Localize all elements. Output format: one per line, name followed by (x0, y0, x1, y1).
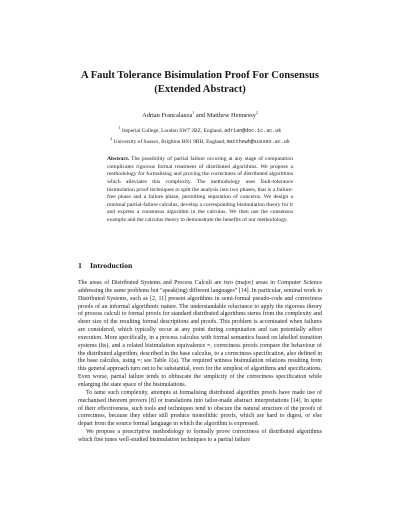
abstract-heading: Abstract. (107, 156, 130, 162)
section-number: 1 (78, 261, 82, 270)
section-title: Introduction (90, 261, 133, 270)
title-line-1: A Fault Tolerance Bisimulation Proof For Consensus (81, 70, 319, 81)
author-1: Adrian Francalanza (142, 112, 193, 120)
affiliation-1 (40, 124, 360, 135)
affiliation-2 (40, 135, 360, 146)
affiliations (40, 124, 360, 147)
paragraph-2: To tame such complexity, attempts at formalising distributed algorithm proofs have made use of mechanised theorem provers [8] or translations into tailor-made abstract interpretations [14]. In spite of their effectiveness, such tools and techniques tend to obscure the natural structure of the proofs of correctness, because they either still produce monolithic proofs, which are hard to digest, or else depart from the source formal language in which the algorithm is expressed. (78, 389, 322, 428)
affiliation-1-email: adrian@doc.ic.ac.uk (224, 127, 282, 134)
author-2-affil-mark: 2 (255, 110, 258, 115)
affiliation-2-mark: 2 (110, 136, 113, 142)
paragraph-3: We propose a prescriptive methodology to formally prove correctness of distributed algorithms which fine tunes well-studied bisimulation techniques to a partial failure (78, 429, 322, 443)
paper-title (40, 69, 360, 96)
title-line-2: (Extended Abstract) (154, 83, 246, 95)
author-list (40, 109, 360, 120)
paragraph-1: The areas of Distributed Systems and Process Calculi are two (major) areas in Computer Science addressing the same problems but "speak(ing) different languages" [14]. In particular, seminal work in Distributed Systems, such as [2, 11] present algorithms in semi-formal pseudo-code and correctness proofs of an informal algorithmic nature. The understandable reluctance to apply the rigorous theory of process calculi to formal proofs for standard distributed algorithms stems from the complexity and sheer size of the resulting formal descriptions and proofs. This problem is accentuated when failures are considered, which typically occur at any point during computation and can potentially affect execution. More specifically, in a process calculus with formal semantics based on labelled transition systems (lts), and a related bisimulation equivalence ≈, correctness proofs compare the behaviour of the distributed algorithm, described in the base calculus, to a correctness specification, also defined in the base calculus, using ≈; see Table 1(a). The required witness bisimulation relations resulting from this general approach turn out to be substantial, even for the simplest of algorithms and specifications. Even worse, partial failure tends to obfuscate the simplicity of the correctness specification while enlarging the state space of the bisimulations. (78, 280, 322, 388)
affiliation-2-text: University of Sussex, Brighton BN1 9RH, England, (113, 139, 227, 146)
abstract-text: The possibility of partial failure occuring at any stage of computation complicates rigorous formal treatment of distributed algorithms. We propose a methodology for formalising and proving the correctness of distributed algorithms which alleviates this complexity. The methodology uses fault-tolerance bisimulation proof techniques to split the analysis into two phases, that is a failure-free phase and a failure phase, permitting separation of concerns. We design a minimal partial-failure calculus, develop a corresponding bisimulation theory for it and express a consensus algorithm in the calculus. We then use the consensus example and the calculus theory to demonstrate the benefits of our methodology. (107, 156, 293, 223)
affiliation-2-email: matthewh@sussex.ac.uk (226, 139, 290, 146)
affiliation-1-text: Imperial College, London SW7 2BZ, England, (122, 127, 225, 134)
section-body (78, 280, 322, 445)
author-1-affil-mark: 1 (192, 110, 195, 115)
author-separator: and (194, 112, 207, 120)
section-heading (78, 261, 132, 271)
author-2: Matthew Hennessy (206, 112, 256, 120)
abstract (107, 156, 293, 225)
affiliation-1-mark: 1 (118, 125, 121, 130)
